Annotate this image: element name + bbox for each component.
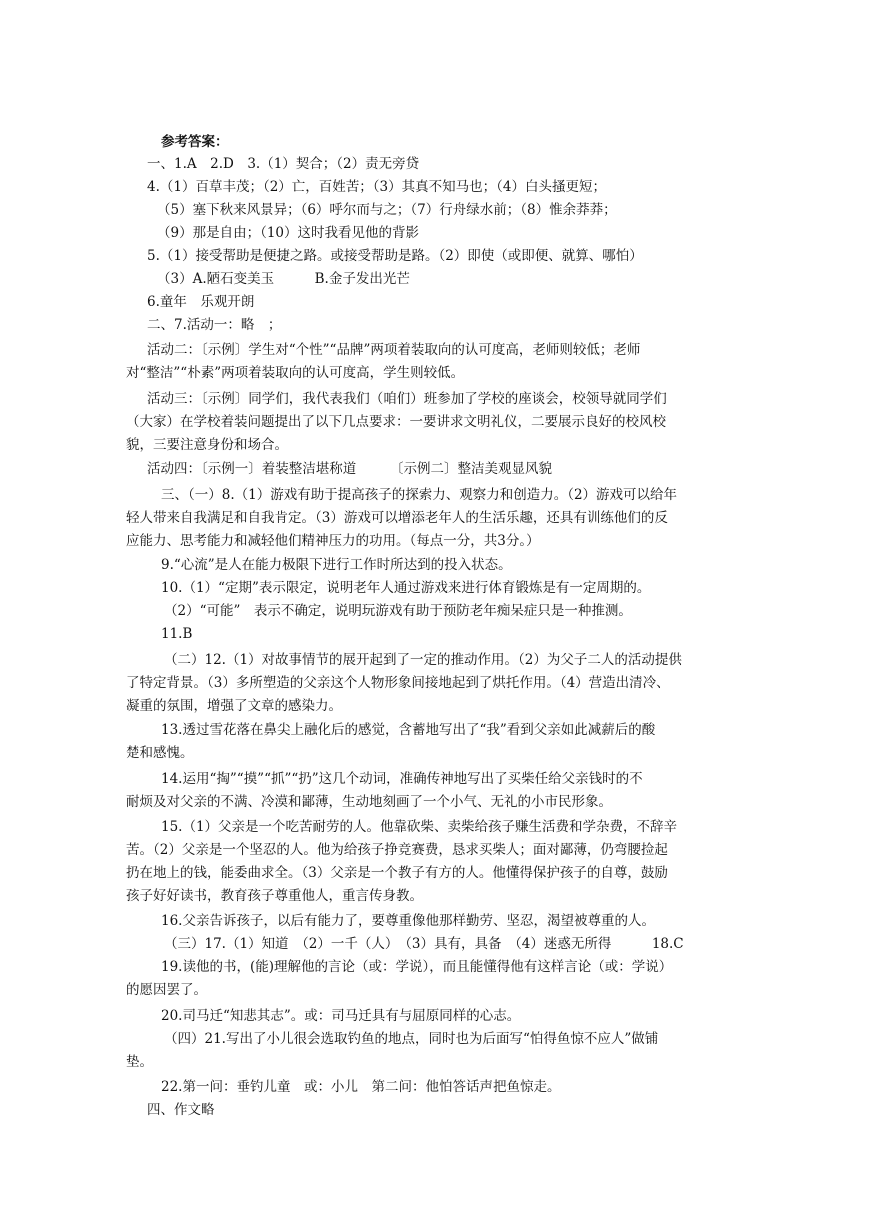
text-line: 14.运用“掏”“摸”“抓”“扔”这几个动词，准确传神地写出了买柴任给父亲钱时的不 (161, 771, 643, 787)
text-line: 垫。 (126, 1054, 153, 1070)
text-line: 凝重的氛围，增强了文章的感染力。 (126, 698, 342, 714)
text-line: 耐烦及对父亲的不满、冷漠和鄙薄，生动地刻画了一个小气、无礼的小市民形象。 (126, 794, 612, 810)
text-line: 活动四：〔示例一〕着装整洁堪称道 〔示例二〕整洁美观显风貌 (147, 461, 552, 477)
text-line: （2）“可能” 表示不确定，说明玩游戏有助于预防老年痴呆症只是一种推测。 (164, 603, 632, 619)
text-line: （3）A.陋石变美玉 B.金子发出光芒 (157, 271, 410, 287)
text-line: 楚和感愧。 (126, 745, 194, 761)
text-line: 的愿因罢了。 (126, 982, 207, 998)
text-line: 11.B (161, 626, 193, 642)
text-line: 应能力、思考能力和减轻他们精神压力的功用。（每点一分，共3分。） (126, 533, 540, 549)
text-line: （5）塞下秋来风景异；（6）呼尔而与之；（7）行舟绿水前；（8）惟余莽莽； (157, 202, 617, 218)
text-line: 5.（1）接受帮助是便捷之路。或接受帮助是路。（2）即使（或即便、就算、哪怕） (147, 248, 643, 264)
text-line: 了特定背景。（3）多所塑造的父亲这个人物形象间接地起到了烘托作用。（4）营造出清冷、 (126, 675, 670, 691)
text-line: 6.童年 乐观开朗 (147, 294, 255, 310)
text-line: 一、1.A 2.D 3.（1）契合；（2）责无旁贷 (147, 156, 420, 172)
text-line: 貌，三要注意身份和场合。 (126, 437, 288, 453)
text-line: 三、（一）8.（1）游戏有助于提高孩子的探索力、观察力和创造力。（2）游戏可以给年 (161, 487, 678, 503)
text-line: 轻人带来自我满足和自我肯定。（3）游戏可以增添老年人的生活乐趣，还具有训练他们的反 (126, 510, 668, 526)
text-line: 孩子好好读书，教育孩子尊重他人，重言传身教。 (126, 888, 423, 904)
text-line: 4.（1）百草丰茂；（2）亡，百姓苦；（3）其真不知马也；（4）白头搔更短； (147, 179, 606, 195)
text-line: 10.（1）“定期”表示限定，说明老年人通过游戏来进行体育锻炼是有一定周期的。 (161, 580, 651, 596)
section-title: 参考答案： (161, 134, 229, 150)
text-line: 19.读他的书，(能)理解他的言论（或：学说），而且能懂得他有这样言论（或：学说） (161, 959, 673, 975)
text-line: 20.司马迁“知悲其志”。或：司马迁具有与屈原同样的心志。 (161, 1008, 521, 1024)
text-line: （四）21.写出了小儿很会选取钓鱼的地点，同时也为后面写“怕得鱼惊不应人”做铺 (164, 1031, 659, 1047)
text-line: 13.透过雪花落在鼻尖上融化后的感觉，含蓄地写出了“我”看到父亲如此减薪后的酸 (161, 722, 656, 738)
text-line: （大家）在学校着装问题提出了以下几点要求：一要讲求文明礼仪，二要展示良好的校风校 (126, 414, 666, 430)
text-line: 9.“心流”是人在能力极限下进行工作时所达到的投入状态。 (161, 557, 512, 573)
text-line: 扔在地上的钱，能委曲求全。（3）父亲是一个教子有方的人。他懂得保护孩子的自尊，鼓励 (126, 865, 668, 881)
text-line: 15.（1）父亲是一个吃苦耐劳的人。他靠砍柴、卖柴给孩子赚生活费和学杂费，不辞辛 (161, 819, 678, 835)
text-line: 对“整洁”“朴素”两项着装取向的认可度高，学生则较低。 (126, 365, 465, 381)
text-line: （三）17.（1）知道 （2）一千（人） （3）具有，具备 （4）迷惑无所得 18.C (164, 936, 684, 952)
text-line: 16.父亲告诉孩子，以后有能力了，要尊重像他那样勤劳、坚忍，渴望被尊重的人。 (161, 913, 655, 929)
text-line: （二）12.（1）对故事情节的展开起到了一定的推动作用。（2）为父子二人的活动提供 (164, 652, 682, 668)
text-line: 22.第一问：垂钓儿童 或：小儿 第二问：他怕答话声把鱼惊走。 (161, 1079, 561, 1095)
text-line: 活动三：〔示例〕同学们，我代表我们（咱们）班参加了学校的座谈会，校领导就同学们 (147, 391, 667, 407)
text-line: 四、作文略 (147, 1102, 215, 1118)
text-line: 二、7.活动一：略 ； (147, 317, 282, 333)
text-line: 活动二：〔示例〕学生对“个性”“品牌”两项着装取向的认可度高，老师则较低；老师 (147, 342, 641, 358)
text-line: （9）那是自由；（10）这时我看见他的背影 (157, 225, 420, 241)
text-line: 苦。（2）父亲是一个坚忍的人。他为给孩子挣竞赛费，恳求买柴人；面对鄙薄，仍弯腰捡起 (126, 842, 668, 858)
